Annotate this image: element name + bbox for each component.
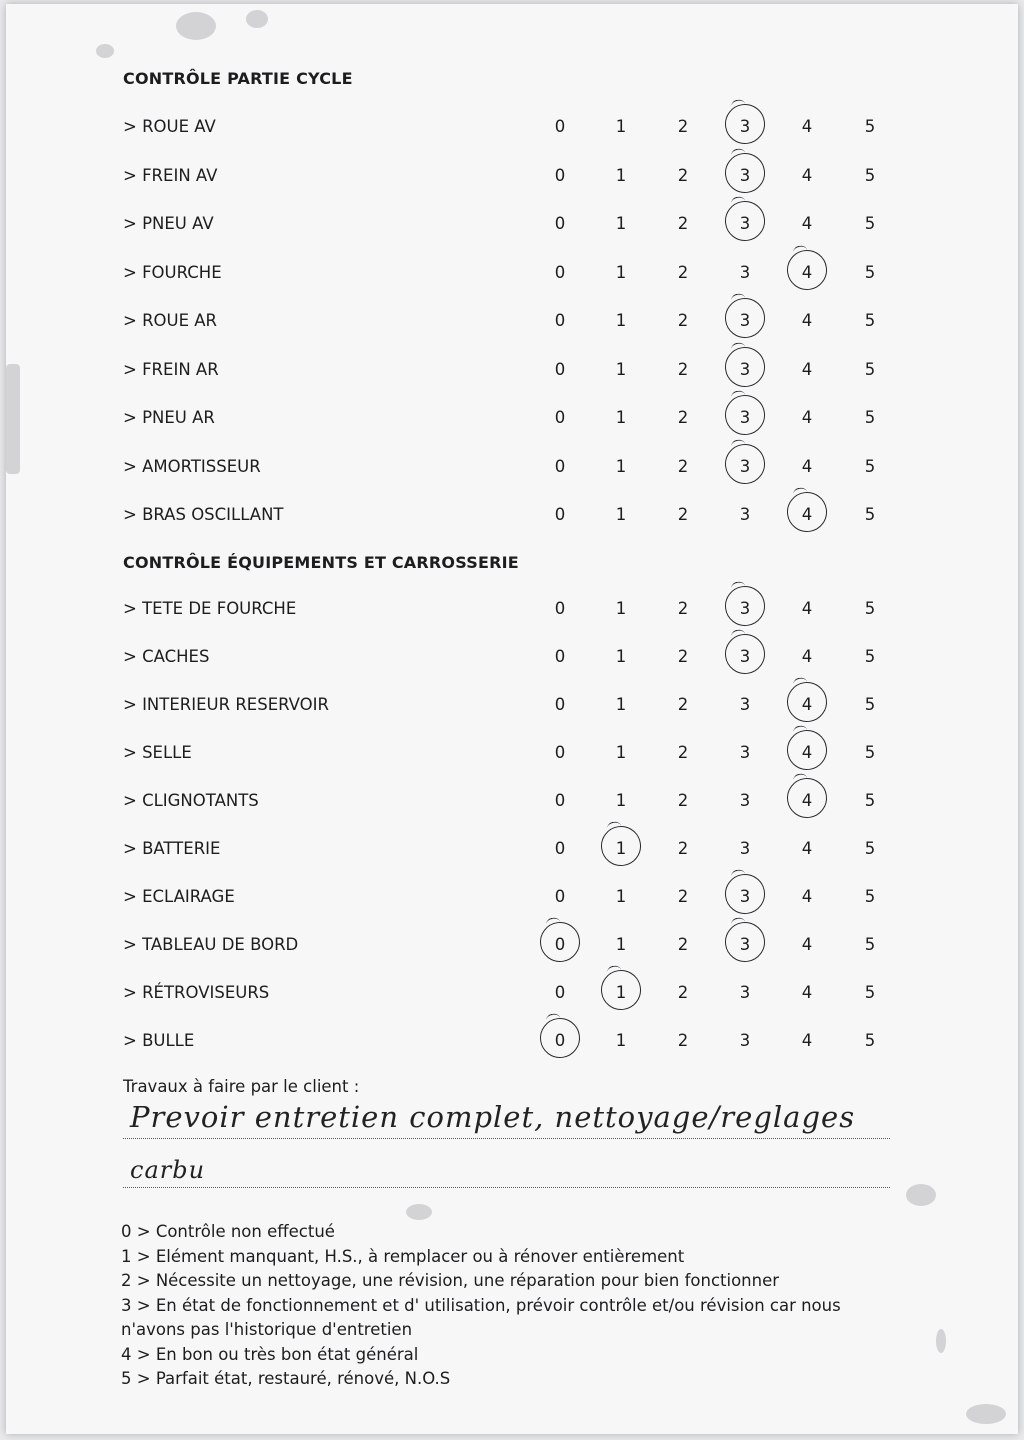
score-option: 4	[801, 1031, 813, 1050]
rating-row-label: > PNEU AR	[123, 408, 215, 427]
score-option: 1	[615, 262, 627, 282]
score-option: 1	[615, 505, 627, 524]
score-option: 5	[864, 505, 876, 524]
score-option: 2	[677, 117, 689, 136]
score-option: 1	[615, 214, 627, 233]
rating-row	[0, 1026, 1024, 1056]
score-option: 4	[801, 983, 813, 1002]
score-option: 3	[739, 887, 751, 906]
travaux-handwriting-2: carbu	[130, 1156, 206, 1184]
score-option: 4	[801, 359, 813, 379]
score-option: 3	[739, 599, 751, 618]
score-option: 2	[677, 1031, 689, 1050]
score-option: 2	[677, 456, 689, 476]
rating-row-label: > BATTERIE	[123, 839, 221, 858]
score-option: 2	[677, 647, 689, 666]
score-option: 0	[554, 117, 566, 136]
score-option: 2	[677, 983, 689, 1002]
rating-row	[0, 403, 1024, 433]
score-option: 0	[554, 1031, 566, 1050]
score-option: 1	[615, 743, 627, 762]
score-option: 4	[801, 262, 813, 282]
score-option: 4	[801, 791, 813, 810]
rating-row	[0, 306, 1024, 336]
score-option: 5	[864, 887, 876, 906]
score-option: 3	[739, 117, 751, 136]
score-option: 4	[801, 887, 813, 906]
travaux-line-2	[123, 1187, 890, 1188]
score-option: 2	[677, 695, 689, 714]
legend-item: 4 > En bon ou très bon état général	[121, 1344, 419, 1364]
score-option: 3	[739, 791, 751, 810]
score-option: 2	[677, 887, 689, 906]
score-option: 0	[554, 165, 566, 185]
score-option: 2	[677, 214, 689, 233]
score-option: 0	[554, 791, 566, 810]
rating-row-label: > ROUE AV	[123, 117, 216, 136]
rating-row	[0, 690, 1024, 720]
score-option: 3	[739, 935, 751, 954]
rating-row-label: > CACHES	[123, 647, 210, 666]
rating-row	[0, 112, 1024, 142]
score-option: 0	[554, 743, 566, 762]
rating-row-label: > SELLE	[123, 743, 192, 762]
score-option: 4	[801, 214, 813, 233]
score-option: 5	[864, 408, 876, 427]
rating-row	[0, 786, 1024, 816]
score-option: 3	[739, 165, 751, 185]
rating-row-label: > FREIN AR	[123, 359, 219, 379]
rating-row-label: > RÉTROVISEURS	[123, 983, 270, 1002]
score-option: 0	[554, 359, 566, 379]
score-option: 5	[864, 1031, 876, 1050]
score-option: 2	[677, 839, 689, 858]
score-option: 5	[864, 647, 876, 666]
score-option: 4	[801, 408, 813, 427]
score-option: 5	[864, 262, 876, 282]
score-option: 3	[739, 743, 751, 762]
score-option: 2	[677, 408, 689, 427]
score-option: 1	[615, 311, 627, 330]
score-option: 2	[677, 743, 689, 762]
rating-row	[0, 452, 1024, 482]
legend-item: 1 > Elément manquant, H.S., à remplacer ou à rénover entièrement	[121, 1246, 685, 1266]
score-option: 2	[677, 311, 689, 330]
score-option: 0	[554, 311, 566, 330]
score-option: 2	[677, 359, 689, 379]
rating-row	[0, 834, 1024, 864]
legend-item: n'avons pas l'historique d'entretien	[121, 1320, 413, 1339]
score-option: 4	[801, 647, 813, 666]
score-option: 3	[739, 311, 751, 330]
score-option: 1	[615, 165, 627, 185]
rating-row	[0, 209, 1024, 239]
score-option: 2	[677, 599, 689, 618]
score-option: 3	[739, 214, 751, 233]
score-option: 0	[554, 695, 566, 714]
score-option: 5	[864, 599, 876, 618]
legend	[121, 1220, 911, 1392]
rating-row-label: > AMORTISSEUR	[123, 456, 261, 476]
score-option: 1	[615, 456, 627, 476]
score-option: 1	[615, 647, 627, 666]
score-option: 5	[864, 839, 876, 858]
rating-row	[0, 258, 1024, 288]
score-option: 5	[864, 743, 876, 762]
score-option: 1	[615, 599, 627, 618]
score-option: 4	[801, 695, 813, 714]
score-option: 3	[739, 1031, 751, 1050]
score-option: 3	[739, 647, 751, 666]
rating-row-label: > BRAS OSCILLANT	[123, 505, 284, 524]
score-option: 2	[677, 165, 689, 185]
score-option: 0	[554, 887, 566, 906]
rating-row	[0, 738, 1024, 768]
score-option: 5	[864, 214, 876, 233]
rating-row-label: > PNEU AV	[123, 214, 214, 233]
score-option: 3	[739, 695, 751, 714]
score-option: 5	[864, 117, 876, 136]
legend-item: 3 > En état de fonctionnement et d' utilisation, prévoir contrôle et/ou révision car nous	[121, 1295, 841, 1315]
score-option: 1	[615, 1031, 627, 1050]
score-option: 1	[615, 359, 627, 379]
score-option: 5	[864, 935, 876, 954]
score-option: 5	[864, 983, 876, 1002]
travaux-label: Travaux à faire par le client :	[123, 1077, 360, 1096]
score-option: 3	[739, 456, 751, 476]
score-option: 5	[864, 311, 876, 330]
score-option: 0	[554, 214, 566, 233]
score-option: 3	[739, 839, 751, 858]
score-option: 0	[554, 647, 566, 666]
score-option: 4	[801, 311, 813, 330]
score-option: 1	[615, 408, 627, 427]
score-option: 5	[864, 456, 876, 476]
score-option: 0	[554, 408, 566, 427]
rating-row	[0, 642, 1024, 672]
score-option: 0	[554, 262, 566, 282]
score-option: 2	[677, 505, 689, 524]
score-option: 5	[864, 695, 876, 714]
score-option: 0	[554, 983, 566, 1002]
rating-row-label: > FREIN AV	[123, 165, 218, 185]
score-option: 4	[801, 743, 813, 762]
rating-row-label: > ROUE AR	[123, 311, 218, 330]
score-option: 5	[864, 165, 876, 185]
score-option: 1	[615, 983, 627, 1002]
score-option: 5	[864, 791, 876, 810]
score-option: 4	[801, 839, 813, 858]
rating-row-label: > ECLAIRAGE	[123, 887, 235, 906]
score-option: 3	[739, 359, 751, 379]
rating-row-label: > CLIGNOTANTS	[123, 791, 259, 810]
score-option: 0	[554, 505, 566, 524]
score-option: 4	[801, 599, 813, 618]
legend-item: 2 > Nécessite un nettoyage, une révision, une réparation pour bien fonctionner	[121, 1271, 780, 1290]
score-option: 3	[739, 408, 751, 427]
legend-item: 5 > Parfait état, restauré, rénové, N.O.S	[121, 1369, 451, 1388]
score-option: 1	[615, 695, 627, 714]
score-option: 2	[677, 262, 689, 282]
score-option: 4	[801, 935, 813, 954]
score-option: 1	[615, 791, 627, 810]
rating-row	[0, 882, 1024, 912]
score-option: 5	[864, 359, 876, 379]
score-option: 4	[801, 117, 813, 136]
score-option: 2	[677, 935, 689, 954]
score-option: 2	[677, 791, 689, 810]
rating-row-label: > BULLE	[123, 1031, 195, 1050]
rating-row	[0, 161, 1024, 191]
legend-item: 0 > Contrôle non effectué	[121, 1222, 335, 1241]
rating-row	[0, 500, 1024, 530]
score-option: 4	[801, 165, 813, 185]
rating-row	[0, 930, 1024, 960]
rating-row-label: > INTERIEUR RESERVOIR	[123, 695, 329, 714]
score-option: 3	[739, 262, 751, 282]
score-option: 1	[615, 839, 627, 858]
rating-row	[0, 978, 1024, 1008]
score-option: 0	[554, 935, 566, 954]
section-cycle-title: CONTRÔLE PARTIE CYCLE	[123, 69, 353, 88]
score-option: 1	[615, 887, 627, 906]
score-option: 0	[554, 456, 566, 476]
rating-row-label: > TETE DE FOURCHE	[123, 599, 297, 618]
rating-row-label: > TABLEAU DE BORD	[123, 935, 299, 954]
score-option: 4	[801, 456, 813, 476]
rating-row	[0, 594, 1024, 624]
travaux-handwriting-1: Prevoir entretien complet, nettoyage/reglages	[130, 1100, 856, 1134]
score-option: 4	[801, 505, 813, 524]
rating-row	[0, 355, 1024, 385]
score-option: 0	[554, 599, 566, 618]
score-option: 1	[615, 935, 627, 954]
section-equipment-title: CONTRÔLE ÉQUIPEMENTS ET CARROSSERIE	[123, 553, 519, 572]
score-option: 1	[615, 117, 627, 136]
score-option: 0	[554, 839, 566, 858]
rating-row-label: > FOURCHE	[123, 262, 222, 282]
score-option: 3	[739, 505, 751, 524]
travaux-line-1	[123, 1138, 890, 1139]
score-option: 3	[739, 983, 751, 1002]
